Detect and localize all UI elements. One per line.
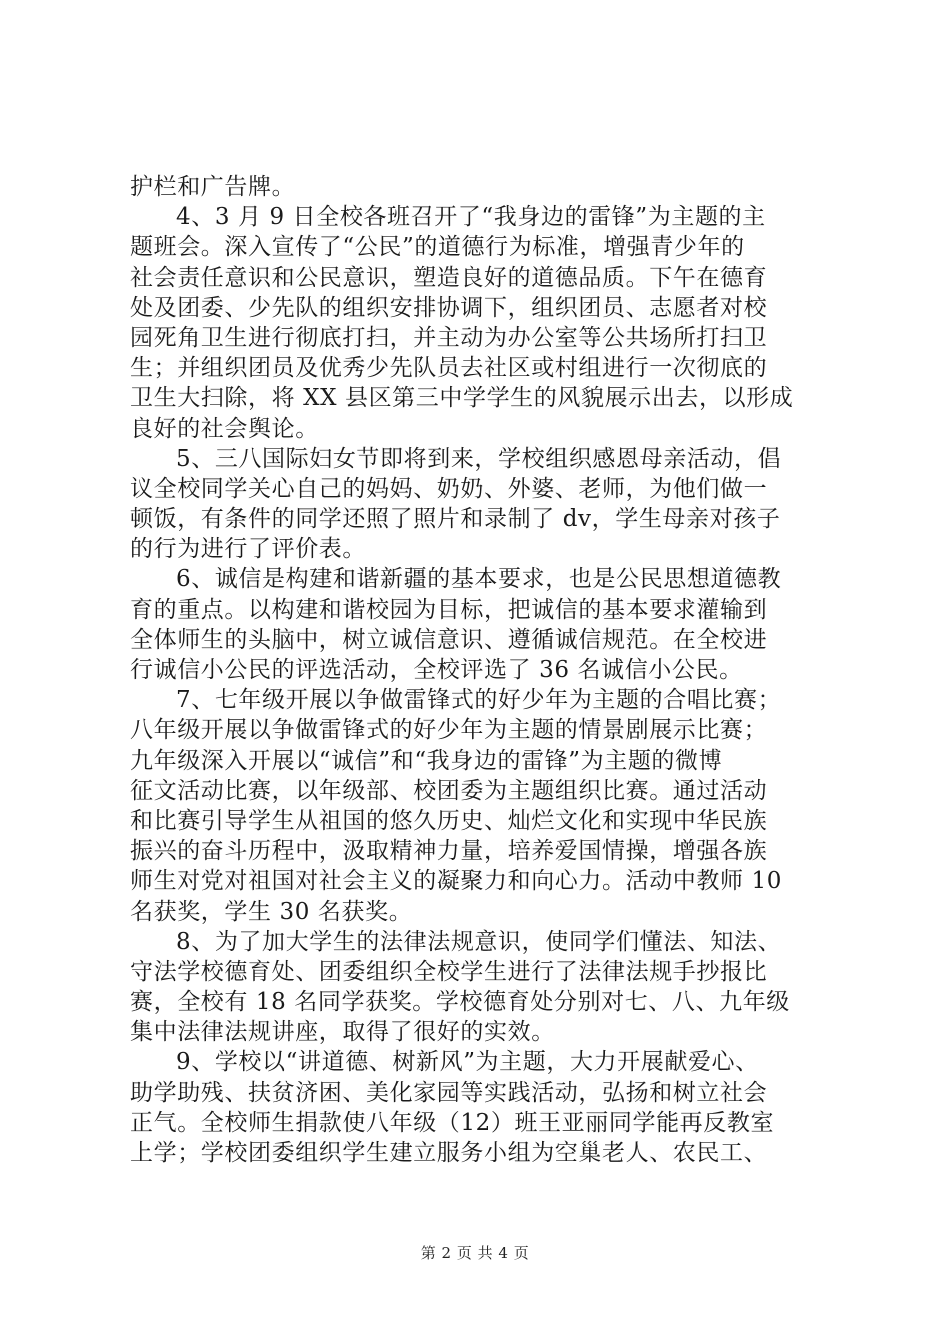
text-line: 征文活动比赛，以年级部、校团委为主题组织比赛。通过活动 — [130, 777, 768, 804]
text-line: 议全校同学关心自己的妈妈、奶奶、外婆、老师，为他们做一 — [130, 475, 768, 502]
text-line: 卫生大扫除，将 XX 县区第三中学学生的风貌展示出去，以形成 — [130, 385, 794, 412]
text-line: 处及团委、少先队的组织安排协调下，组织团员、志愿者对校 — [130, 294, 768, 321]
text-line: 八年级开展以争做雷锋式的好少年为主题的情景剧展示比赛； — [130, 717, 768, 744]
text-line: 5、三八国际妇女节即将到来，学校组织感恩母亲活动，倡 — [176, 445, 782, 472]
text-line: 守法学校德育处、团委组织全校学生进行了法律法规手抄报比 — [130, 958, 768, 985]
text-line: 名获奖，学生 30 名获奖。 — [130, 898, 413, 925]
text-line: 社会责任意识和公民意识，塑造良好的道德品质。下午在德育 — [130, 264, 768, 291]
text-line: 7、七年级开展以争做雷锋式的好少年为主题的合唱比赛； — [176, 687, 782, 714]
text-line: 良好的社会舆论。 — [130, 415, 319, 442]
text-line: 九年级深入开展以“诚信”和“我身边的雷锋”为主题的微博 — [130, 747, 723, 774]
text-line: 6、诚信是构建和谐新疆的基本要求，也是公民思想道德教 — [176, 566, 782, 593]
page-footer: 第 2 页 共 4 页 — [420, 1244, 530, 1262]
text-line: 9、学校以“讲道德、树新风”为主题，大力开展献爱心、 — [176, 1049, 759, 1076]
text-line: 赛，全校有 18 名同学获奖。学校德育处分别对七、八、九年级 — [130, 989, 790, 1016]
text-line: 生；并组织团员及优秀少先队员去社区或村组进行一次彻底的 — [130, 355, 768, 382]
text-line: 上学；学校团委组织学生建立服务小组为空巢老人、农民工、 — [130, 1140, 768, 1166]
document-body — [130, 172, 830, 1168]
text-line: 助学助残、扶贫济困、美化家园等实践活动，弘扬和树立社会 — [130, 1079, 768, 1106]
text-line: 4、3 月 9 日全校各班召开了“我身边的雷锋”为主题的主 — [176, 204, 766, 231]
text-line: 的行为进行了评价表。 — [130, 536, 366, 563]
text-line: 护栏和广告牌。 — [130, 174, 296, 200]
text-line: 园死角卫生进行彻底打扫，并主动为办公室等公共场所打扫卫 — [130, 324, 768, 351]
text-line: 题班会。深入宣传了“公民”的道德行为标准，增强青少年的 — [130, 234, 745, 261]
text-line: 集中法律法规讲座，取得了很好的实效。 — [130, 1019, 555, 1046]
text-line: 全体师生的头脑中，树立诚信意识、遵循诚信规范。在全校进 — [130, 626, 768, 653]
text-line: 8、为了加大学生的法律法规意识，使同学们懂法、知法、 — [176, 928, 782, 955]
text-line: 正气。全校师生捐款使八年级（12）班王亚丽同学能再反教室 — [130, 1109, 775, 1136]
text-line: 和比赛引导学生从祖国的悠久历史、灿烂文化和实现中华民族 — [130, 807, 768, 834]
text-line: 行诚信小公民的评选活动，全校评选了 36 名诚信小公民。 — [130, 657, 743, 683]
text-line: 振兴的奋斗历程中，汲取精神力量，培养爱国情操，增强各族 — [130, 838, 768, 865]
text-line: 顿饭，有条件的同学还照了照片和录制了 dv，学生母亲对孩子 — [130, 506, 781, 533]
text-line: 育的重点。以构建和谐校园为目标，把诚信的基本要求灌输到 — [130, 596, 768, 623]
text-line: 师生对党对祖国对社会主义的凝聚力和向心力。活动中教师 10 — [130, 868, 782, 895]
